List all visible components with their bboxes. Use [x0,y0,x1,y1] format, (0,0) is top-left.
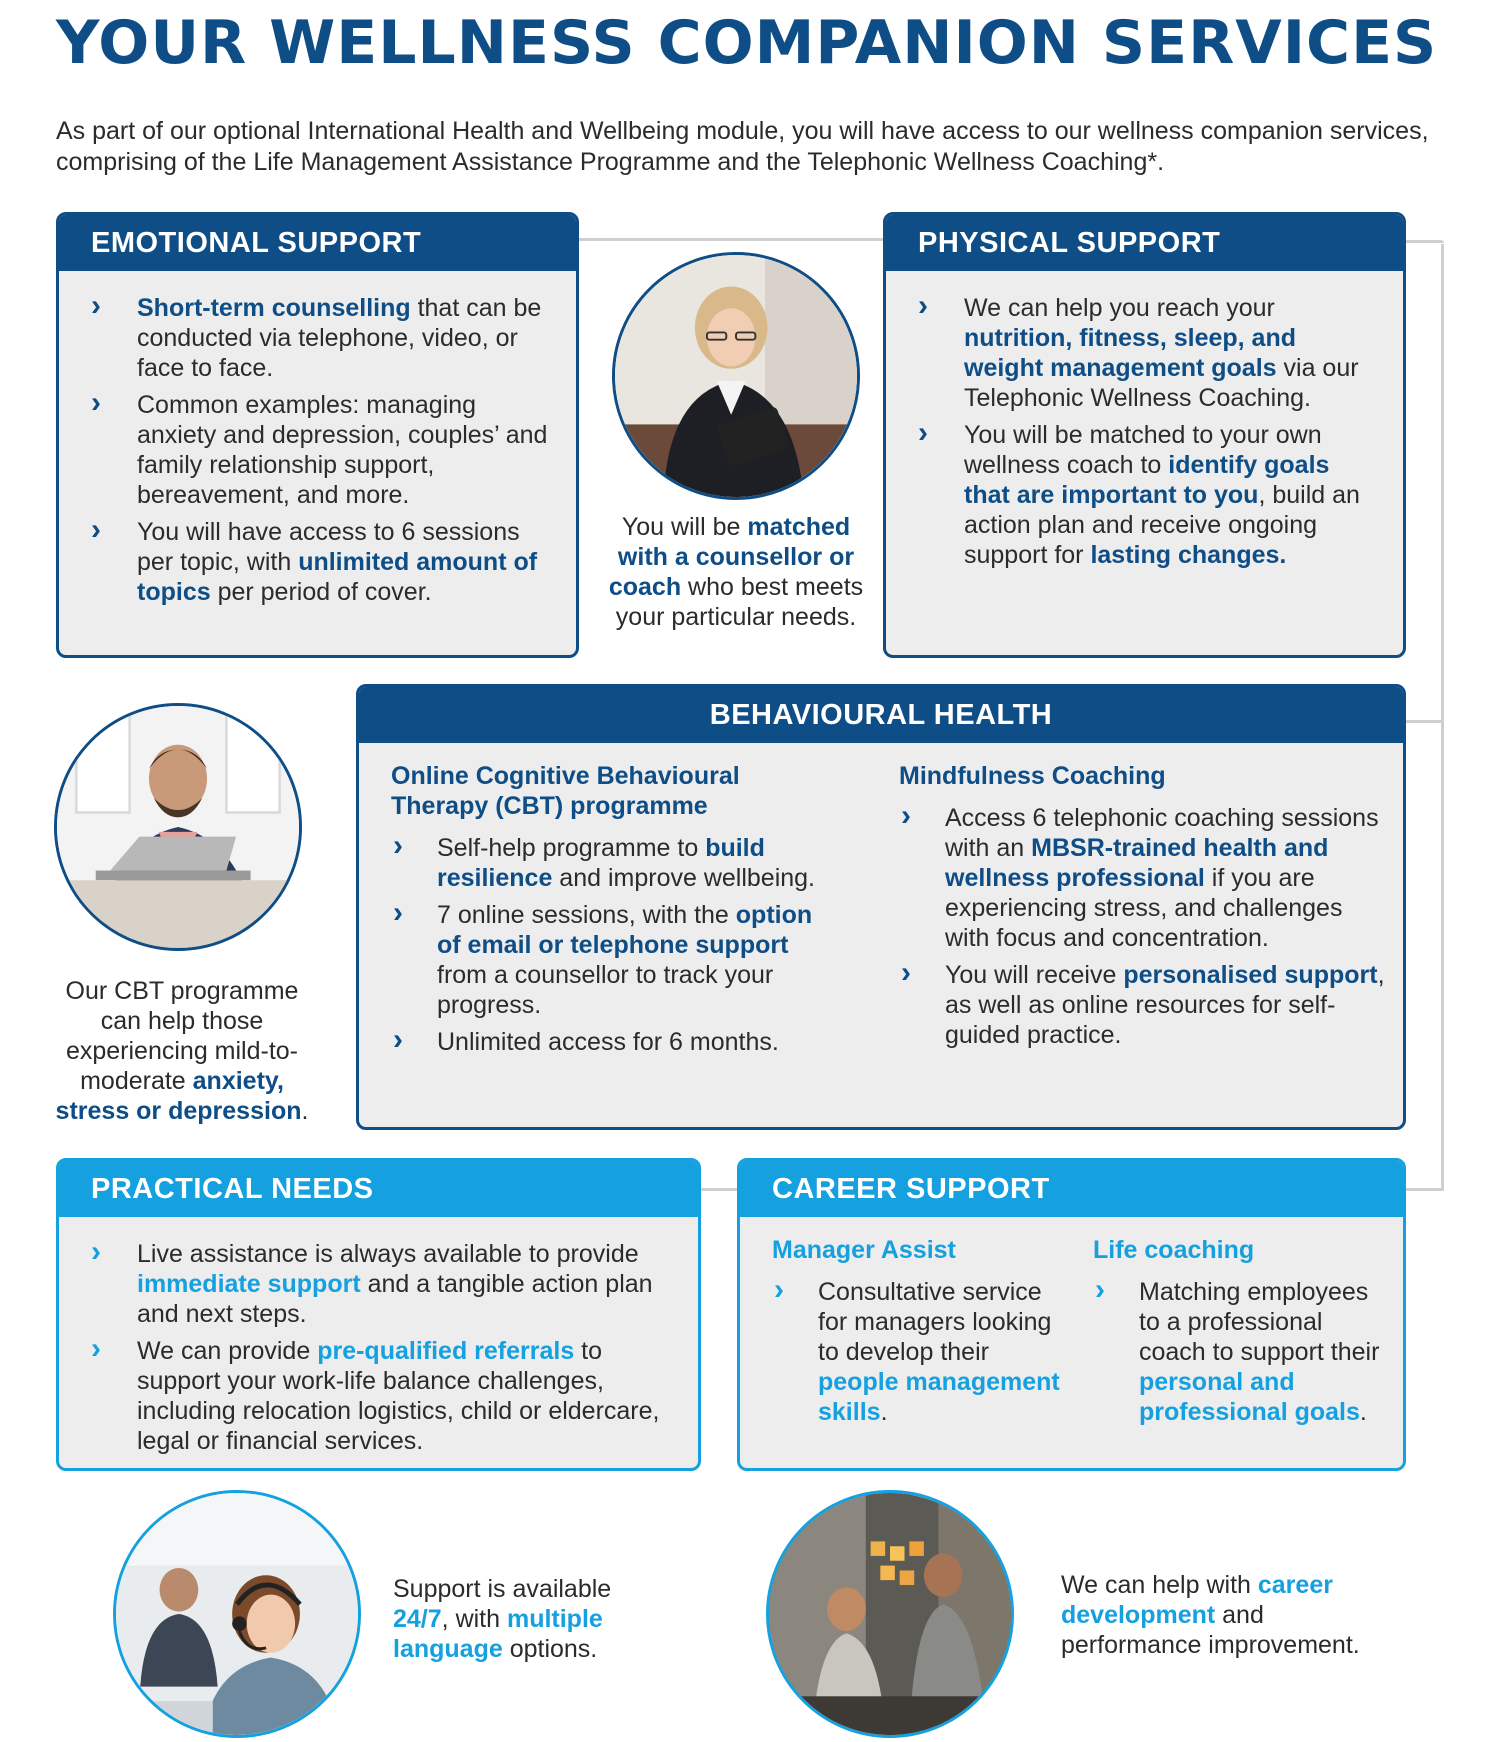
behavioural-health-heading: BEHAVIOURAL HEALTH [359,687,1403,743]
career-caption: We can help with career development and performance improvement. [1061,1571,1360,1659]
list-item: › Self-help programme to build resilience and improve wellbeing. [391,833,831,893]
highlighted-text: identify goals that are important to you [964,451,1330,509]
manager-assist-subheading: Manager Assist [772,1236,956,1264]
list-item: › Consultative service for managers looking to develop their people management skills. [772,1277,1067,1427]
connector-line [1441,244,1444,1190]
highlighted-text: matched with a counsellor or coach [608,513,855,601]
list-item: › Access 6 telephonic coaching sessions with an MBSR-trained health and wellness professional if you are experiencing stress, and challenges with focus and concentration. [899,803,1389,953]
list-item: › Live assistance is always available to provide immediate support and a tangible action plan and next steps. [59,1239,668,1329]
highlighted-text: personalised support [1123,961,1378,989]
support-caption: Support is available 24/7, with multiple language options. [393,1575,612,1663]
highlighted-text: unlimited amount of topics [137,548,538,606]
list-item: › You will receive personalised support, as well as online resources for self-guided practice. [899,960,1389,1050]
intro-paragraph: As part of our optional International Health and Wellbeing module, you will have access to our wellness companion services, comprising of the Life Management Assistance Programme and the Telephonic Wellness Coaching*. [56,117,1429,176]
mindfulness-subheading: Mindfulness Coaching [899,762,1166,790]
career-support-card [737,1158,1406,1471]
connector-line [1400,240,1444,243]
cbt-user-photo [54,703,302,951]
counsellor-photo [612,252,860,500]
physical-support-heading: PHYSICAL SUPPORT [886,215,1403,271]
practical-needs-heading: PRACTICAL NEEDS [59,1161,698,1217]
highlighted-text: personal and professional goals [1139,1368,1360,1426]
emotional-support-card [56,212,579,658]
highlighted-text: immediate support [137,1270,361,1298]
highlighted-text: 24/7 [393,1605,442,1633]
list-item: › 7 online sessions, with the option of email or telephone support from a counsellor to track your progress. [391,900,831,1020]
practical-needs-list [59,1217,698,1456]
list-item: › We can help you reach your nutrition, fitness, sleep, and weight management goals via our Telephonic Wellness Coaching. [886,293,1375,413]
highlighted-text: career development [1061,1571,1333,1629]
life-coaching-column [1093,1235,1393,1434]
page-title: YOUR WELLNESS COMPANION SERVICES [56,8,1438,78]
support-agent-photo [113,1490,361,1738]
career-meeting-photo [766,1490,1014,1738]
list-item: › Unlimited access for 6 months. [391,1027,831,1057]
highlighted-text: people management skills [818,1368,1060,1426]
highlighted-text: multiple language [393,1605,603,1663]
career-support-heading: CAREER SUPPORT [740,1161,1403,1217]
connector-line [700,1188,740,1191]
cbt-column [391,761,831,1064]
connector-line [1404,720,1444,723]
list-item: › We can provide pre-qualified referrals to support your work-life balance challenges, including relocation logistics, child or eldercare, legal or financial services. [59,1336,668,1456]
physical-support-card [883,212,1406,658]
list-item: › Matching employees to a professional coach to support their personal and professional goals. [1093,1277,1393,1427]
highlighted-text: build resilience [437,834,765,892]
list-item: › You will have access to 6 sessions per topic, with unlimited amount of topics per period of cover. [59,517,548,607]
manager-assist-list [772,1277,1067,1427]
connector-line [578,238,884,241]
highlighted-text: lasting changes. [1090,541,1287,569]
emotional-support-list [59,271,576,607]
cbt-subheading: Online Cognitive Behavioural Therapy (CBT) programme [391,762,740,820]
list-item: › Common examples: managing anxiety and depression, couples’ and family relationship support, bereavement, and more. [59,390,548,510]
highlighted-text: nutrition, fitness, sleep, and weight management goals [964,324,1296,382]
list-item: › Short-term counselling that can be conducted via telephone, video, or face to face. [59,293,548,383]
highlighted-text: MBSR-trained health and wellness professional [945,834,1329,892]
connector-line [1404,1188,1444,1191]
manager-assist-column [772,1235,1067,1434]
life-coaching-list [1093,1277,1393,1427]
highlighted-text: option of email or telephone support [437,901,813,959]
emotional-support-heading: EMOTIONAL SUPPORT [59,215,576,271]
highlighted-text: anxiety, stress or depression [55,1067,302,1125]
counsellor-caption: You will be matched with a counsellor or coach who best meets your particular needs. [608,513,864,631]
list-item: › You will be matched to your own wellness coach to identify goals that are important to you, build an action plan and receive ongoing support for lasting changes. [886,420,1375,570]
highlighted-text: Short-term counselling [137,294,411,322]
cbt-caption: Our CBT programme can help those experiencing mild-to-moderate anxiety, stress or depression. [55,977,309,1125]
behavioural-health-card [356,684,1406,1130]
physical-support-list [886,271,1403,570]
cbt-list [391,833,831,1057]
mindfulness-column [899,761,1389,1057]
mindfulness-list [899,803,1389,1050]
practical-needs-card [56,1158,701,1471]
life-coaching-subheading: Life coaching [1093,1236,1255,1264]
highlighted-text: pre-qualified referrals [317,1337,575,1365]
